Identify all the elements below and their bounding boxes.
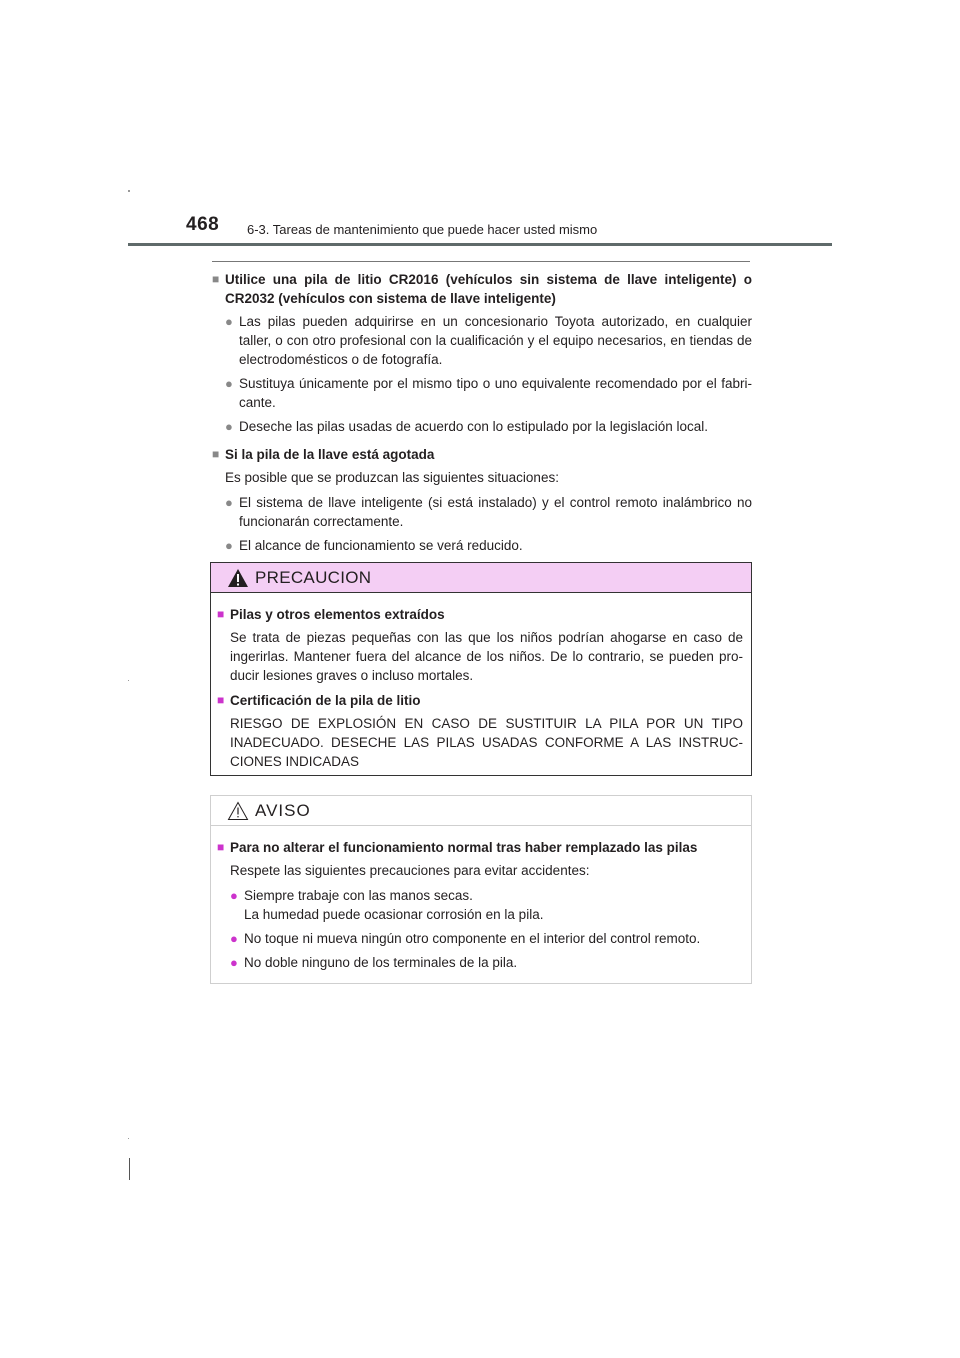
- circle-bullet-icon: ●: [225, 419, 233, 434]
- caution-item-text: RIESGO DE EXPLOSIÓN EN CASO DE SUSTITUIR LA PILA POR UN TIPO INADECUADO. DESECHE LAS PILAS USADAS CONFORME A LAS INSTRUC-CIONES INDICADAS: [230, 716, 743, 769]
- page-number: 468: [186, 214, 220, 235]
- section-heading: ■ Si la pila de la llave está agotada: [212, 447, 435, 462]
- section-heading: ■ Utilice una pila de litio CR2016 (vehículos sin sistema de llave inteligente) o CR2032 (vehículos con sistema de llave inteligente): [212, 272, 752, 306]
- crop-mark: [128, 190, 130, 192]
- circle-bullet-icon: ●: [230, 955, 238, 970]
- notice-heading: ■ Para no alterar el funcionamiento normal tras haber remplazado las pilas: [217, 840, 698, 855]
- list-item: ● No toque ni mueva ningún otro componente en el interior del control remoto.: [230, 931, 701, 946]
- square-bullet-icon: ■: [217, 840, 225, 854]
- list-item: ● Siempre trabaje con las manos secas. La humedad puede ocasionar corrosión en la pila.: [230, 888, 544, 922]
- list-item: ● El alcance de funcionamiento se verá reducido.: [225, 538, 523, 553]
- warning-outline-icon: [227, 801, 249, 821]
- caution-item-text: Se trata de piezas pequeñas con las que los niños podrían ahogarse en caso de ingerirlas. Mantener fuera del alcance de los niños. De lo contrario, se pueden pro-ducir lesiones graves o incluso mortales.: [230, 630, 743, 683]
- section-intro: Es posible que se produzcan las siguientes situaciones:: [225, 470, 559, 485]
- crop-mark: [128, 680, 129, 681]
- circle-bullet-icon: ●: [230, 888, 238, 903]
- circle-bullet-icon: ●: [230, 931, 238, 946]
- circle-bullet-icon: ●: [225, 314, 233, 329]
- caution-item-heading: ■ Pilas y otros elementos extraídos: [217, 607, 445, 622]
- divider: [212, 261, 750, 262]
- circle-bullet-icon: ●: [225, 495, 233, 510]
- square-bullet-icon: ■: [212, 272, 220, 286]
- page-header: [0, 0, 960, 250]
- square-bullet-icon: ■: [217, 693, 225, 707]
- circle-bullet-icon: ●: [225, 538, 233, 553]
- notice-body: [211, 826, 751, 972]
- caution-body: [211, 593, 751, 771]
- list-item: ● Sustituya únicamente por el mismo tipo o uno equivalente recomendado por el fabri-cante.: [225, 376, 752, 410]
- caution-header: [211, 563, 751, 593]
- caution-title: PRECAUCION: [255, 568, 372, 587]
- list-item: ● No doble ninguno de los terminales de la pila.: [230, 955, 518, 970]
- notice-box: [210, 795, 752, 984]
- crop-mark: [128, 1138, 129, 1139]
- caution-box: [210, 562, 752, 776]
- header-rule: [128, 243, 832, 246]
- notice-intro: Respete las siguientes precauciones para evitar accidentes:: [230, 863, 590, 878]
- margin-bar: [129, 1158, 130, 1180]
- square-bullet-icon: ■: [212, 447, 220, 461]
- notice-title: AVISO: [255, 801, 311, 820]
- circle-bullet-icon: ●: [225, 376, 233, 391]
- list-item: ● Las pilas pueden adquirirse en un concesionario Toyota autorizado, en cualquier taller, o con otro profesional con la cualificación y el equipo necesarios, en tiendas de electrodomésticos o de fotografía.: [225, 314, 752, 367]
- list-item: ● El sistema de llave inteligente (si está instalado) y el control remoto inalámbrico no funcionarán correctamente.: [225, 495, 752, 529]
- caution-item-heading: ■ Certificación de la pila de litio: [217, 693, 421, 708]
- main-content: [212, 270, 752, 560]
- notice-header: [211, 796, 751, 826]
- square-bullet-icon: ■: [217, 607, 225, 621]
- section-title: 6-3. Tareas de mantenimiento que puede hacer usted mismo: [247, 222, 598, 237]
- list-item: ● Deseche las pilas usadas de acuerdo con lo estipulado por la legislación local.: [225, 419, 709, 434]
- warning-filled-icon: [227, 568, 249, 588]
